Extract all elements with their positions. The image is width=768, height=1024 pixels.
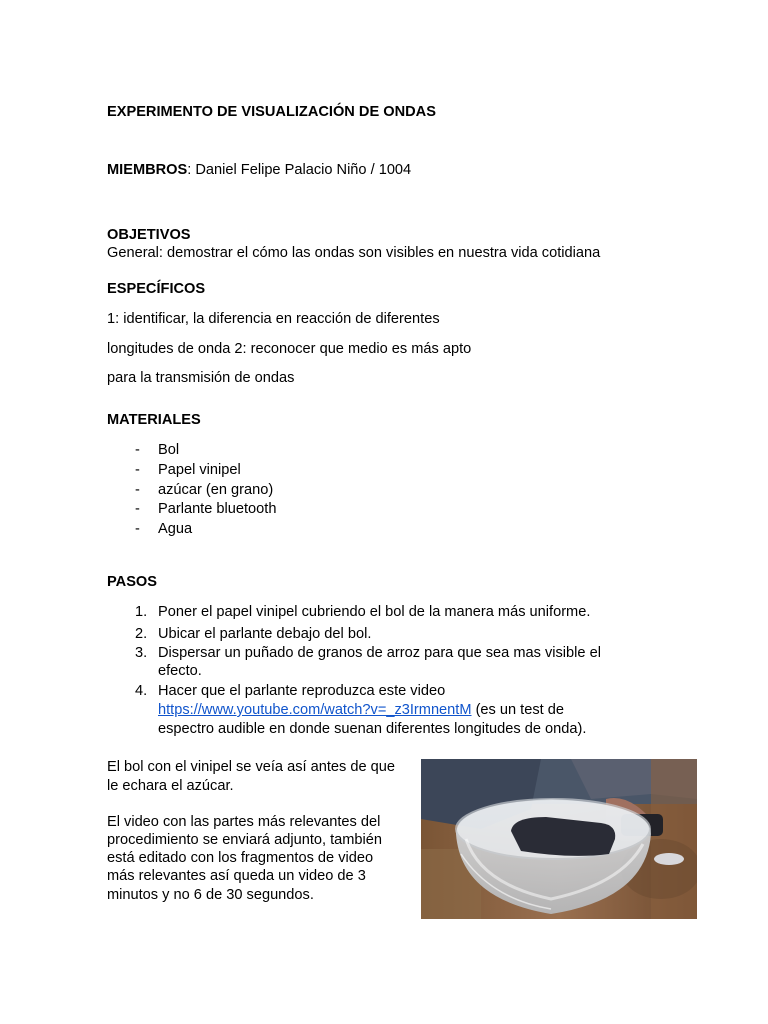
step-text: (es un test de bbox=[471, 702, 564, 718]
step-number: 2. bbox=[135, 626, 148, 642]
objectives-heading: OBJETIVOS bbox=[107, 227, 191, 243]
materials-heading: MATERIALES bbox=[107, 412, 201, 428]
step-text: Poner el papel vinipel cubriendo el bol de la manera más uniforme. bbox=[158, 604, 591, 620]
specifics-line: para la transmisión de ondas bbox=[107, 370, 295, 386]
bullet-dash: - bbox=[135, 482, 140, 498]
bowl-photo bbox=[421, 759, 697, 919]
specifics-line: 1: identificar, la diferencia en reacción de diferentes bbox=[107, 311, 440, 327]
general-objective: General: demostrar el cómo las ondas son visibles en nuestra vida cotidiana bbox=[107, 245, 601, 261]
material-name: Parlante bluetooth bbox=[158, 501, 277, 517]
bullet-dash: - bbox=[135, 521, 140, 537]
specifics-line: longitudes de onda 2: reconocer que medio es más apto bbox=[107, 341, 472, 357]
steps-heading: PASOS bbox=[107, 574, 158, 590]
material-name: Agua bbox=[158, 521, 193, 537]
youtube-link[interactable]: https://www.youtube.com/watch?v=_z3IrmnentM bbox=[158, 702, 472, 718]
closing-text: El bol con el vinipel se veía así antes de que bbox=[107, 759, 396, 775]
closing-text: minutos y no 6 de 30 segundos. bbox=[107, 887, 314, 903]
step-text: Dispersar un puñado de granos de arroz para que sea mas visible el bbox=[158, 645, 601, 661]
step-text: efecto. bbox=[158, 663, 202, 679]
closing-text: está editado con los fragmentos de video bbox=[107, 850, 374, 866]
members-line bbox=[107, 161, 411, 179]
material-name: Papel vinipel bbox=[158, 462, 241, 478]
closing-text: más relevantes así queda un video de 3 bbox=[107, 868, 366, 884]
step-number: 4. bbox=[135, 683, 148, 699]
bullet-dash: - bbox=[135, 462, 140, 478]
members-label: MIEMBROS bbox=[107, 162, 188, 178]
members-value: : Daniel Felipe Palacio Niño / 1004 bbox=[187, 162, 412, 178]
step-text: Ubicar el parlante debajo del bol. bbox=[158, 626, 372, 642]
bullet-dash: - bbox=[135, 501, 140, 517]
material-name: azúcar (en grano) bbox=[158, 482, 274, 498]
step-number: 3. bbox=[135, 645, 148, 661]
closing-text: El video con las partes más relevantes del bbox=[107, 814, 381, 830]
material-name: Bol bbox=[158, 442, 180, 458]
closing-text: le echara el azúcar. bbox=[107, 778, 234, 794]
step-number: 1. bbox=[135, 604, 148, 620]
closing-text: procedimiento se enviará adjunto, también bbox=[107, 832, 383, 848]
step-text: espectro audible en donde suenan diferentes longitudes de onda). bbox=[158, 721, 587, 737]
bullet-dash: - bbox=[135, 442, 140, 458]
document-title: EXPERIMENTO DE VISUALIZACIÓN DE ONDAS bbox=[107, 104, 436, 120]
specifics-heading: ESPECÍFICOS bbox=[107, 281, 206, 297]
step-text: Hacer que el parlante reproduzca este video bbox=[158, 683, 446, 699]
